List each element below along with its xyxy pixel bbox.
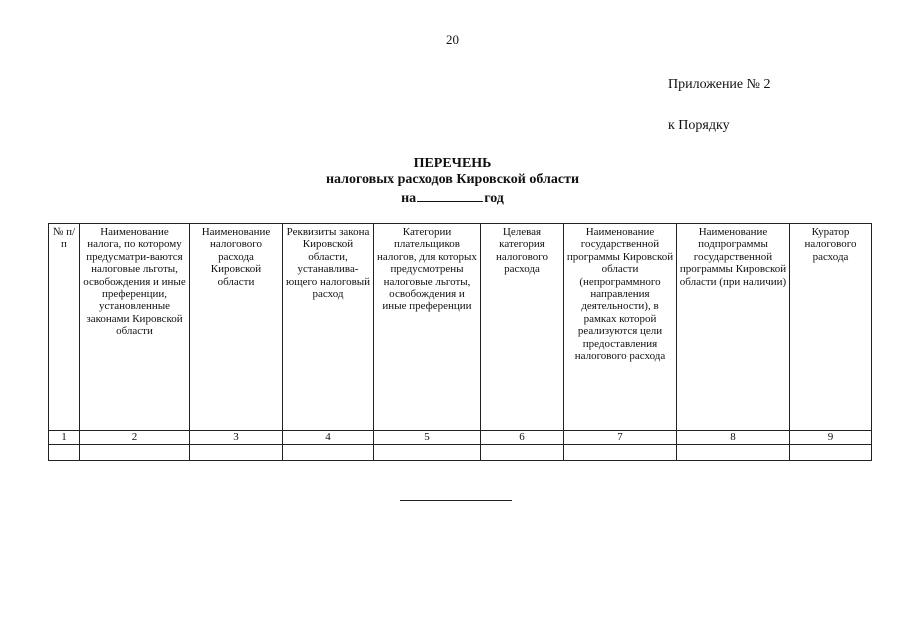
year-prefix: на	[401, 191, 417, 206]
empty-cell	[283, 445, 374, 461]
column-number-cell: 6	[481, 431, 564, 445]
empty-cell	[190, 445, 283, 461]
year-blank-field	[417, 189, 483, 202]
empty-cell	[677, 445, 790, 461]
year-line	[0, 189, 905, 207]
empty-data-row	[49, 445, 872, 461]
header-cell-number: № п/п	[49, 224, 80, 431]
header-cell-subprogram: Наименование подпрограммы государственной программы Кировской области (при наличии)	[677, 224, 790, 431]
empty-cell	[564, 445, 677, 461]
column-number-cell: 4	[283, 431, 374, 445]
header-cell-payer-categories: Категории плательщиков налогов, для которых предусмотрены налоговые льготы, освобождения и иные преференции	[374, 224, 481, 431]
year-suffix: год	[484, 191, 504, 206]
column-number-cell: 1	[49, 431, 80, 445]
empty-cell	[790, 445, 872, 461]
empty-cell	[481, 445, 564, 461]
header-cell-expenditure-name: Наименование налогового расхода Кировской области	[190, 224, 283, 431]
header-cell-tax-name: Наименование налога, по которому предусматри-ваются налоговые льготы, освобождения и иные преференции, установленные законами Кировской области	[80, 224, 190, 431]
column-number-cell: 8	[677, 431, 790, 445]
header-cell-target-category: Целевая категория налогового расхода	[481, 224, 564, 431]
page-number: 20	[446, 32, 459, 47]
appendix-label: Приложение № 2	[668, 77, 771, 92]
closing-rule	[400, 500, 512, 501]
column-number-cell: 7	[564, 431, 677, 445]
document-subtitle: налоговых расходов Кировской области	[325, 172, 580, 187]
header-cell-law-details: Реквизиты закона Кировской области, устанавлива-ющего налоговый расход	[283, 224, 374, 431]
header-cell-curator: Куратор налогового расхода	[790, 224, 872, 431]
column-number-cell: 5	[374, 431, 481, 445]
tax-expenditures-table	[48, 223, 872, 461]
empty-cell	[374, 445, 481, 461]
document-title: ПЕРЕЧЕНЬ	[413, 156, 492, 171]
empty-cell	[49, 445, 80, 461]
column-number-row	[49, 431, 872, 445]
column-number-cell: 2	[80, 431, 190, 445]
empty-cell	[80, 445, 190, 461]
header-cell-state-program: Наименование государственной программы Кировской области (непрограммного направления деятельности), в рамках которой реализуются цели предоставления налогового расхода	[564, 224, 677, 431]
column-number-cell: 3	[190, 431, 283, 445]
appendix-reference: к Порядку	[668, 118, 730, 133]
column-number-cell: 9	[790, 431, 872, 445]
header-row	[49, 224, 872, 431]
